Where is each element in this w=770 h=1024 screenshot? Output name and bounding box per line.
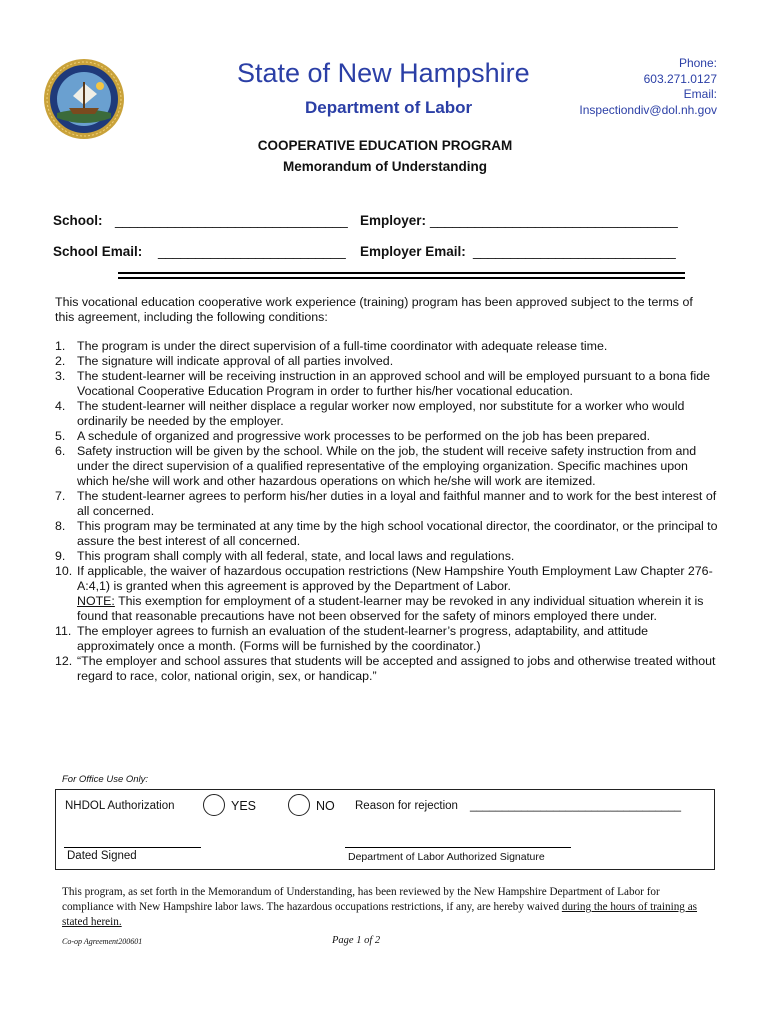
yes-label: YES bbox=[231, 799, 257, 813]
rejection-label: Reason for rejection bbox=[355, 800, 458, 812]
conditions-list bbox=[55, 339, 720, 684]
contact-block bbox=[579, 56, 717, 118]
item-text: The student-learner agrees to perform his/her duties in a loyal and faithful manner and to work for the best interest of all concerned. bbox=[77, 489, 717, 518]
item-text: Safety instruction will be given by the school. While on the job, the student will receive safety instruction from and under the direct supervision of a qualified representative of the employing organization. Specific machines upon which he/she will work and other hazardous operations on which he/she will work are itemized. bbox=[77, 444, 697, 488]
item-text: This program may be terminated at any time by the high school vocational director, the coordinator, or the principal to assure the best interest of all concerned. bbox=[77, 519, 718, 548]
list-item bbox=[55, 489, 720, 519]
phone-label: Phone: bbox=[678, 56, 717, 70]
authorized-signature-line[interactable] bbox=[345, 847, 571, 848]
rejection-field[interactable]: _________________________________ bbox=[470, 800, 682, 812]
item-number: 5. bbox=[55, 429, 66, 443]
list-item bbox=[55, 399, 720, 429]
item-number: 9. bbox=[55, 549, 66, 563]
authorization-label: NHDOL Authorization bbox=[65, 800, 175, 812]
list-item bbox=[55, 654, 720, 684]
item-text: The signature will indicate approval of all parties involved. bbox=[77, 354, 394, 368]
employer-email-field[interactable]: ___________________________ bbox=[473, 244, 676, 259]
note-label: NOTE: bbox=[77, 594, 115, 608]
employer-field[interactable]: _________________________________ bbox=[430, 213, 678, 228]
item-number: 1. bbox=[55, 339, 66, 353]
item-number: 8. bbox=[55, 519, 66, 533]
item-text: The student-learner will neither displace a regular worker now employed, nor substitute for a worker who would ordinarily be needed by the employer. bbox=[77, 399, 685, 428]
state-seal-icon bbox=[43, 58, 125, 140]
date-signature-line[interactable] bbox=[64, 847, 201, 848]
signature-label: Department of Labor Authorized Signature bbox=[348, 851, 545, 863]
form-id: Co-op Agreement200601 bbox=[62, 937, 143, 946]
item-text: The student-learner will be receiving instruction in an approved school and will be employed pursuant to a bona fide Vocational Cooperative Education Program in order to further his/her vocational education. bbox=[77, 369, 710, 398]
item-text: The program is under the direct supervision of a full-time coordinator with adequate release time. bbox=[77, 339, 608, 353]
review-underlined-text: during the hours of training as stated herein. bbox=[62, 901, 698, 928]
list-item bbox=[55, 429, 720, 444]
divider-bottom bbox=[118, 277, 685, 279]
yes-radio[interactable] bbox=[203, 794, 225, 816]
document-subtitle: Memorandum of Understanding bbox=[282, 159, 487, 174]
employer-email-label: Employer Email: bbox=[360, 244, 466, 259]
list-item bbox=[55, 369, 720, 399]
item-number: 11. bbox=[55, 624, 72, 638]
list-item bbox=[55, 624, 720, 654]
note-text: This exemption for employment of a student-learner may be revoked in any individual situation wherein it is found that reasonable precautions have not been observed for the safety of minors employed there under. bbox=[77, 594, 704, 623]
item-number: 12. bbox=[55, 654, 73, 668]
item-text: The employer agrees to furnish an evaluation of the student-learner’s progress, adaptability, and attitude approximately once a month. (Forms will be furnished by the coordinator.) bbox=[77, 624, 649, 653]
state-title: State of New Hampshire bbox=[237, 58, 530, 88]
list-item bbox=[55, 354, 720, 369]
item-number: 7. bbox=[55, 489, 66, 503]
item-text: “The employer and school assures that students will be accepted and assigned to jobs and otherwise treated without regard to race, color, national origin, sex, or handicap.” bbox=[77, 654, 716, 683]
school-email-field[interactable]: _________________________ bbox=[158, 244, 346, 259]
department-name: Department of Labor bbox=[305, 98, 473, 117]
school-label: School: bbox=[53, 213, 103, 228]
item-text: This program shall comply with all federal, state, and local laws and regulations. bbox=[77, 549, 515, 563]
phone-number: 603.271.0127 bbox=[643, 71, 717, 86]
email-address[interactable]: Inspectiondiv@dol.nh.gov bbox=[579, 102, 717, 117]
item-text: A schedule of organized and progressive work processes to be performed on the job has been prepared. bbox=[77, 429, 651, 443]
no-label: NO bbox=[316, 799, 335, 813]
no-radio[interactable] bbox=[288, 794, 310, 816]
employer-label: Employer: bbox=[360, 213, 427, 228]
item-number: 10. bbox=[55, 564, 73, 578]
dated-signed-label: Dated Signed bbox=[67, 850, 137, 862]
list-item bbox=[55, 519, 720, 549]
review-statement bbox=[62, 885, 702, 930]
divider-top bbox=[118, 272, 685, 274]
email-label: Email: bbox=[683, 87, 717, 101]
office-use-label: For Office Use Only: bbox=[62, 774, 149, 785]
list-item bbox=[55, 549, 720, 564]
item-text: If applicable, the waiver of hazardous occupation restrictions (New Hampshire Youth Employment Law Chapter 276-A:4,1) is granted when this agreement is approved by the Department of Labor. bbox=[77, 564, 713, 593]
intro-paragraph: This vocational education cooperative work experience (training) program has been approved subject to the terms of this agreement, including the following conditions: bbox=[55, 295, 693, 324]
program-title: COOPERATIVE EDUCATION PROGRAM bbox=[257, 138, 513, 153]
list-item bbox=[55, 444, 720, 489]
item-number: 3. bbox=[55, 369, 66, 383]
page-number: Page 1 of 2 bbox=[332, 935, 381, 946]
item-number: 6. bbox=[55, 444, 66, 458]
review-text: This program, as set forth in the Memorandum of Understanding, has been reviewed by the New Hampshire Department of Labor for compliance with New Hampshire labor laws. The hazardous occupations restrictions, if any, are hereby waived bbox=[62, 886, 660, 913]
list-item bbox=[55, 339, 720, 354]
item-number: 4. bbox=[55, 399, 66, 413]
list-item bbox=[55, 564, 720, 624]
school-email-label: School Email: bbox=[53, 244, 143, 259]
school-field[interactable]: _______________________________ bbox=[115, 213, 348, 228]
item-number: 2. bbox=[55, 354, 66, 368]
